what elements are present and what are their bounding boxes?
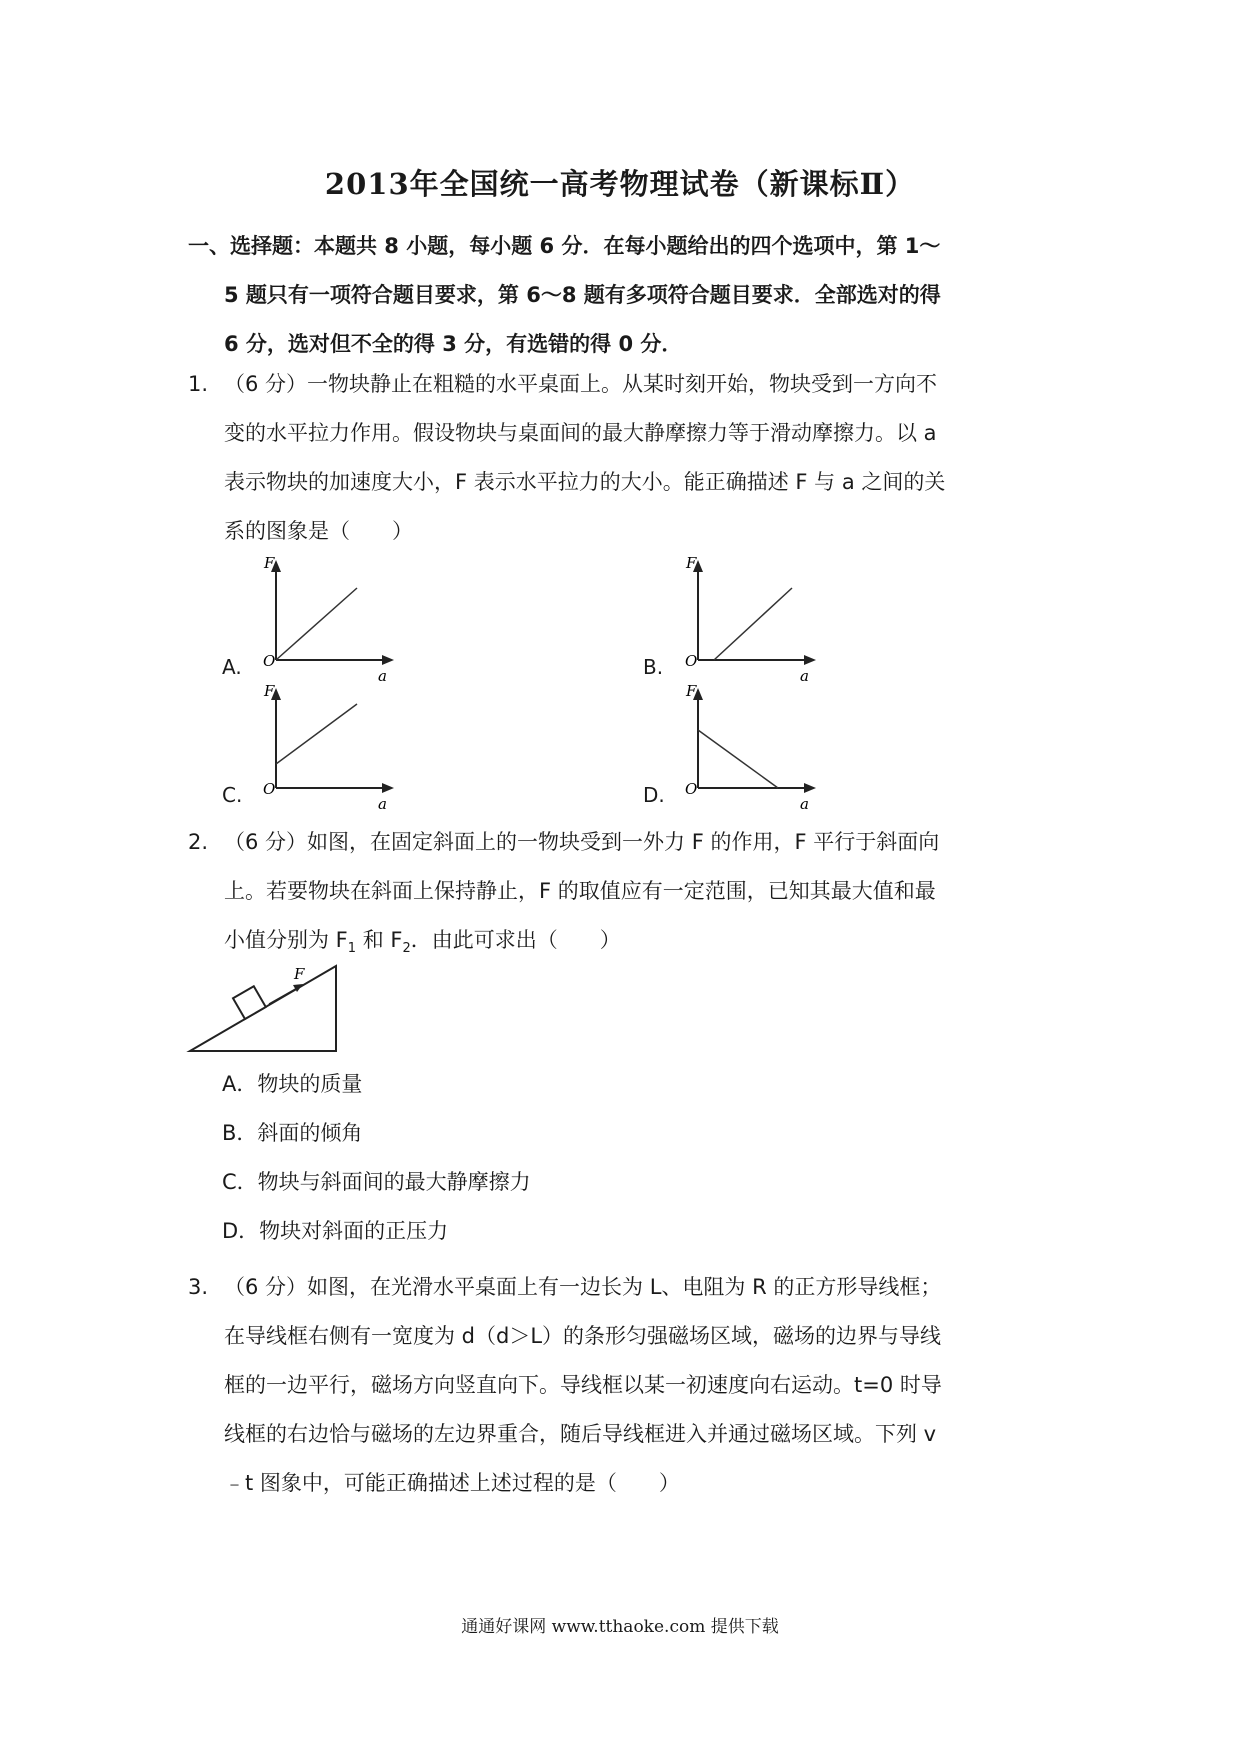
question-text: （6 分）如图，在光滑水平桌面上有一边长为 L、电阻为 R 的正方形导线框； xyxy=(224,1275,942,1299)
y-axis-label: F xyxy=(264,556,275,572)
y-axis-label: F xyxy=(686,556,697,572)
choice-b: B．斜面的倾角 xyxy=(222,1121,363,1145)
graph-option-b xyxy=(682,556,822,688)
question-text: 框的一边平行，磁场方向竖直向下。导线框以某一初速度向右运动。t=0 时导 xyxy=(224,1373,942,1397)
graph-option-a xyxy=(260,556,400,688)
choice-a: A．物块的质量 xyxy=(222,1072,363,1096)
origin-label: O xyxy=(263,780,276,798)
question-text: 变的水平拉力作用。假设物块与桌面间的最大静摩擦力等于滑动摩擦力。以 a xyxy=(224,421,937,445)
origin-label: O xyxy=(685,780,698,798)
force-arrow xyxy=(269,987,299,1004)
section-line: 一、选择题：本题共 8 小题，每小题 6 分．在每小题给出的四个选项中，第 1～ xyxy=(188,234,941,258)
question-text: （6 分）如图，在固定斜面上的一物块受到一外力 F 的作用，F 平行于斜面向 xyxy=(224,830,940,854)
page-footer: 通通好课网 www.tthaoke.com 提供下载 xyxy=(461,1617,779,1637)
block-shape xyxy=(233,986,266,1019)
y-axis-label: F xyxy=(686,684,697,700)
x-axis-label: a xyxy=(800,795,809,813)
question-3 xyxy=(188,1263,1068,1508)
text-segment: 小值分别为 F xyxy=(224,928,348,952)
section-instructions xyxy=(188,222,1068,369)
question-text: 线框的右边恰与磁场的左边界重合，随后导线框进入并通过磁场区域。下列 v xyxy=(224,1422,937,1446)
incline-diagram xyxy=(185,960,345,1056)
y-axis-label: F xyxy=(264,684,275,700)
force-label: F xyxy=(294,965,305,983)
question-text: 在导线框右侧有一宽度为 d（d＞L）的条形匀强磁场区域，磁场的边界与导线 xyxy=(224,1324,942,1348)
choice-d: D．物块对斜面的正压力 xyxy=(222,1219,449,1243)
question-text: 上。若要物块在斜面上保持静止，F 的取值应有一定范围，已知其最大值和最 xyxy=(224,879,936,903)
option-d-label: D. xyxy=(643,783,665,807)
option-b-label: B. xyxy=(643,655,664,679)
text-segment: ．由此可求出（ ） xyxy=(410,928,621,952)
question-1 xyxy=(188,360,1068,556)
subscript: 1 xyxy=(347,941,357,957)
section-line: 6 分，选对但不全的得 3 分，有选错的得 0 分． xyxy=(224,332,683,356)
question-text: 系的图象是（ ） xyxy=(224,519,413,543)
x-axis-label: a xyxy=(378,795,387,813)
page-title: 2013年全国统一高考物理试卷（新课标Ⅱ） xyxy=(324,167,916,201)
text-segment: 和 F xyxy=(356,928,403,952)
question-text: （6 分）一物块静止在粗糙的水平桌面上。从某时刻开始，物块受到一方向不 xyxy=(224,372,938,396)
question-2 xyxy=(188,818,1068,973)
graph-option-d xyxy=(682,684,822,816)
question-number: 3. xyxy=(188,1275,209,1299)
option-c-label: C. xyxy=(222,783,243,807)
graph-option-c xyxy=(260,684,400,816)
origin-label: O xyxy=(263,652,276,670)
question-number: 1. xyxy=(188,372,209,396)
choice-c: C．物块与斜面间的最大静摩擦力 xyxy=(222,1170,531,1194)
subscript: 2 xyxy=(402,941,411,957)
question-text: ﹣t 图象中，可能正确描述上述过程的是（ ） xyxy=(224,1471,680,1495)
x-axis-label: a xyxy=(378,667,387,685)
question-text: 表示物块的加速度大小，F 表示水平拉力的大小。能正确描述 F 与 a 之间的关 xyxy=(224,470,946,494)
option-a-label: A. xyxy=(222,655,242,679)
x-axis-label: a xyxy=(800,667,809,685)
origin-label: O xyxy=(685,652,698,670)
question-number: 2. xyxy=(188,830,209,854)
section-line: 5 题只有一项符合题目要求，第 6～8 题有多项符合题目要求．全部选对的得 xyxy=(224,283,941,307)
